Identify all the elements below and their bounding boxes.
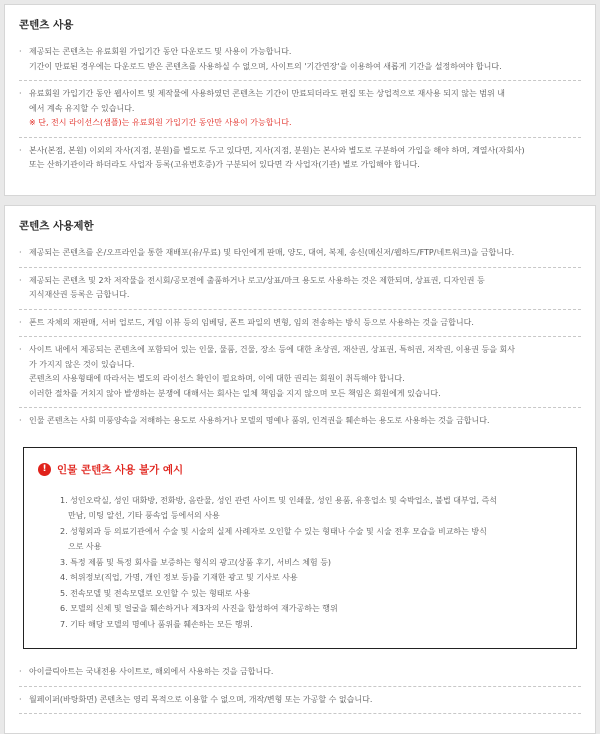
- item-text-line: 제공되는 콘텐츠를 온/오프라인을 통한 재배포(유/무료) 및 타인에게 판매, 양도, 대여, 복제, 송신(메신저/웹하드/FTP/네트워크)을 금합니다.: [29, 248, 515, 257]
- usage-title: 콘텐츠 사용: [19, 19, 74, 31]
- restrict-list: [5, 240, 595, 435]
- bullet-icon: ·: [19, 145, 22, 155]
- item-text-line: 또는 산하기관이라 하더라도 사업자 등록(고유번호증)가 구분되어 있다면 각 사업자(기관) 별로 가입해야 합니다.: [29, 160, 420, 169]
- bullet-icon: ·: [19, 345, 22, 354]
- warning-list-item: 으로 사용: [68, 542, 102, 551]
- item-text-line: 인물 콘텐츠는 사회 미풍양속을 저해하는 용도로 사용하거나 모델의 명예나 품위, 인격권을 훼손하는 용도로 사용하는 것을 금합니다.: [29, 416, 490, 425]
- item-text-line: 월페이퍼(바탕화면) 콘텐츠는 영리 목적으로 이용할 수 없으며, 개작/변형 또는 가공할 수 없습니다.: [29, 694, 373, 704]
- usage-list: [5, 39, 595, 179]
- warning-list-item: 6. 모델의 신체 및 얼굴을 훼손하거나 제3자의 사진을 합성하여 재가공하는 행위: [60, 604, 338, 613]
- list-item: [19, 337, 581, 408]
- list-item: [19, 138, 581, 179]
- warning-title: 인물 콘텐츠 사용 불가 예시: [57, 463, 184, 476]
- warning-box: [23, 447, 577, 650]
- list-item: [19, 659, 581, 687]
- item-text-line: 기간이 만료된 경우에는 다운로드 받은 콘텐츠를 사용하실 수 없으며, 사이트의 '기간연장'을 이용하여 새롭게 기간을 설정하여야 합니다.: [29, 61, 502, 71]
- item-text-line: 폰트 자체의 재판매, 서버 업로드, 게임 이뷰 등의 임베딩, 폰트 파일의 변형, 임의 전송하는 방식 등으로 사용하는 것을 금합니다.: [29, 317, 474, 327]
- list-item: [19, 687, 581, 715]
- restrict-tail-list: [5, 659, 595, 714]
- item-text-line: 제공되는 콘텐츠는 유료회원 가입기간 동안 다운로드 및 사용이 가능합니다.: [29, 47, 292, 56]
- bullet-icon: ·: [19, 667, 22, 676]
- bullet-icon: ·: [19, 89, 22, 98]
- warning-list-item: 7. 기타 해당 모델의 명예나 품위를 훼손하는 모든 행위.: [60, 619, 253, 629]
- bullet-icon: ·: [19, 694, 22, 704]
- bullet-icon: ·: [19, 317, 22, 327]
- list-item: [19, 240, 581, 268]
- warning-list-item: 3. 특정 제품 및 특정 회사를 보증하는 형식의 광고(상품 후기, 서비스 체험 등): [60, 557, 332, 567]
- bullet-icon: ·: [19, 416, 22, 425]
- list-item: [19, 408, 581, 435]
- item-text-line: 에서 계속 유지할 수 있습니다.: [29, 103, 135, 113]
- warning-list-item: 4. 허위정보(직업, 가명, 개인 정보 등)를 기재한 광고 및 기사로 사용: [60, 573, 298, 582]
- list-item: [19, 310, 581, 338]
- item-text-line: 본사(본점, 본원) 이외의 자사(지점, 분원)를 별도로 두고 있다면, 지사(지점, 분원)는 본사와 별도로 구분하여 가입을 해야 하며, 계열사(자회사): [29, 145, 525, 155]
- restrict-panel: [4, 205, 596, 734]
- item-text-line: 지식재산권 등록은 금합니다.: [29, 290, 130, 299]
- list-item: [19, 81, 581, 138]
- item-note: ※ 단, 전시 라이선스(샘플)는 유료회원 가입기간 동안만 사용이 가능합니다.: [29, 118, 292, 127]
- restrict-title: 콘텐츠 사용제한: [19, 220, 94, 232]
- warning-list-item: 1. 성인오락실, 성인 대화방, 전화방, 음란물, 성인 관련 사이트 및 인쇄물, 성인 용품, 유흥업소 및 숙박업소, 불법 대부업, 즉석: [60, 495, 497, 505]
- warning-list: [38, 493, 558, 633]
- warning-list-item: 만남, 미팅 알선, 기타 풍속업 등에서의 사용: [68, 511, 220, 520]
- warning-list-item: 5. 전속모델 및 전속모델로 오인할 수 있는 형태로 사용: [60, 588, 251, 598]
- warning-list-item: 2. 성형외과 등 의료기관에서 수술 및 시술의 실제 사례자로 오인할 수 있는 형태나 수술 및 시술 전후 모습을 비교하는 방식: [60, 526, 487, 536]
- bullet-icon: ·: [19, 248, 22, 257]
- warning-title-row: [38, 462, 558, 477]
- list-item: [19, 268, 581, 310]
- item-text-line: 제공되는 콘텐츠 및 2차 저작물을 전시회/공모전에 출품하거나 로고/상표/마크 용도로 사용하는 것은 제한되며, 상표권, 디자인권 등: [29, 275, 485, 285]
- item-text-line: 이러한 절차를 거치지 않아 발생하는 분쟁에 대해서는 회사는 일체 책임을 지지 않으며 모든 책임은 회원에게 있습니다.: [29, 388, 441, 398]
- bullet-icon: ·: [19, 47, 22, 56]
- list-item: [19, 39, 581, 81]
- item-text-line: 가 가지지 않은 것이 있습니다.: [29, 359, 135, 369]
- item-text-line: 콘텐츠의 사용형태에 따라서는 별도의 라이선스 확인이 필요하며, 이에 대한 권리는 회원이 취득해야 합니다.: [29, 374, 405, 383]
- usage-panel: [4, 4, 596, 196]
- bullet-icon: ·: [19, 275, 22, 285]
- item-text-line: 유료회원 가입기간 동안 웹사이트 및 제작물에 사용하였던 콘텐츠는 기간이 만료되더라도 편집 또는 상업적으로 재사용 되지 않는 범위 내: [29, 89, 505, 98]
- item-text-line: 아이클릭아트는 국내전용 사이트로, 해외에서 사용하는 것을 금합니다.: [29, 667, 274, 676]
- exclamation-circle-icon: !: [38, 463, 51, 476]
- item-text-line: 사이트 내에서 제공되는 콘텐츠에 포함되어 있는 인물, 물품, 건물, 장소 등에 대한 초상권, 재산권, 상표권, 특허권, 저작권, 이용권 등을 회사: [29, 345, 515, 354]
